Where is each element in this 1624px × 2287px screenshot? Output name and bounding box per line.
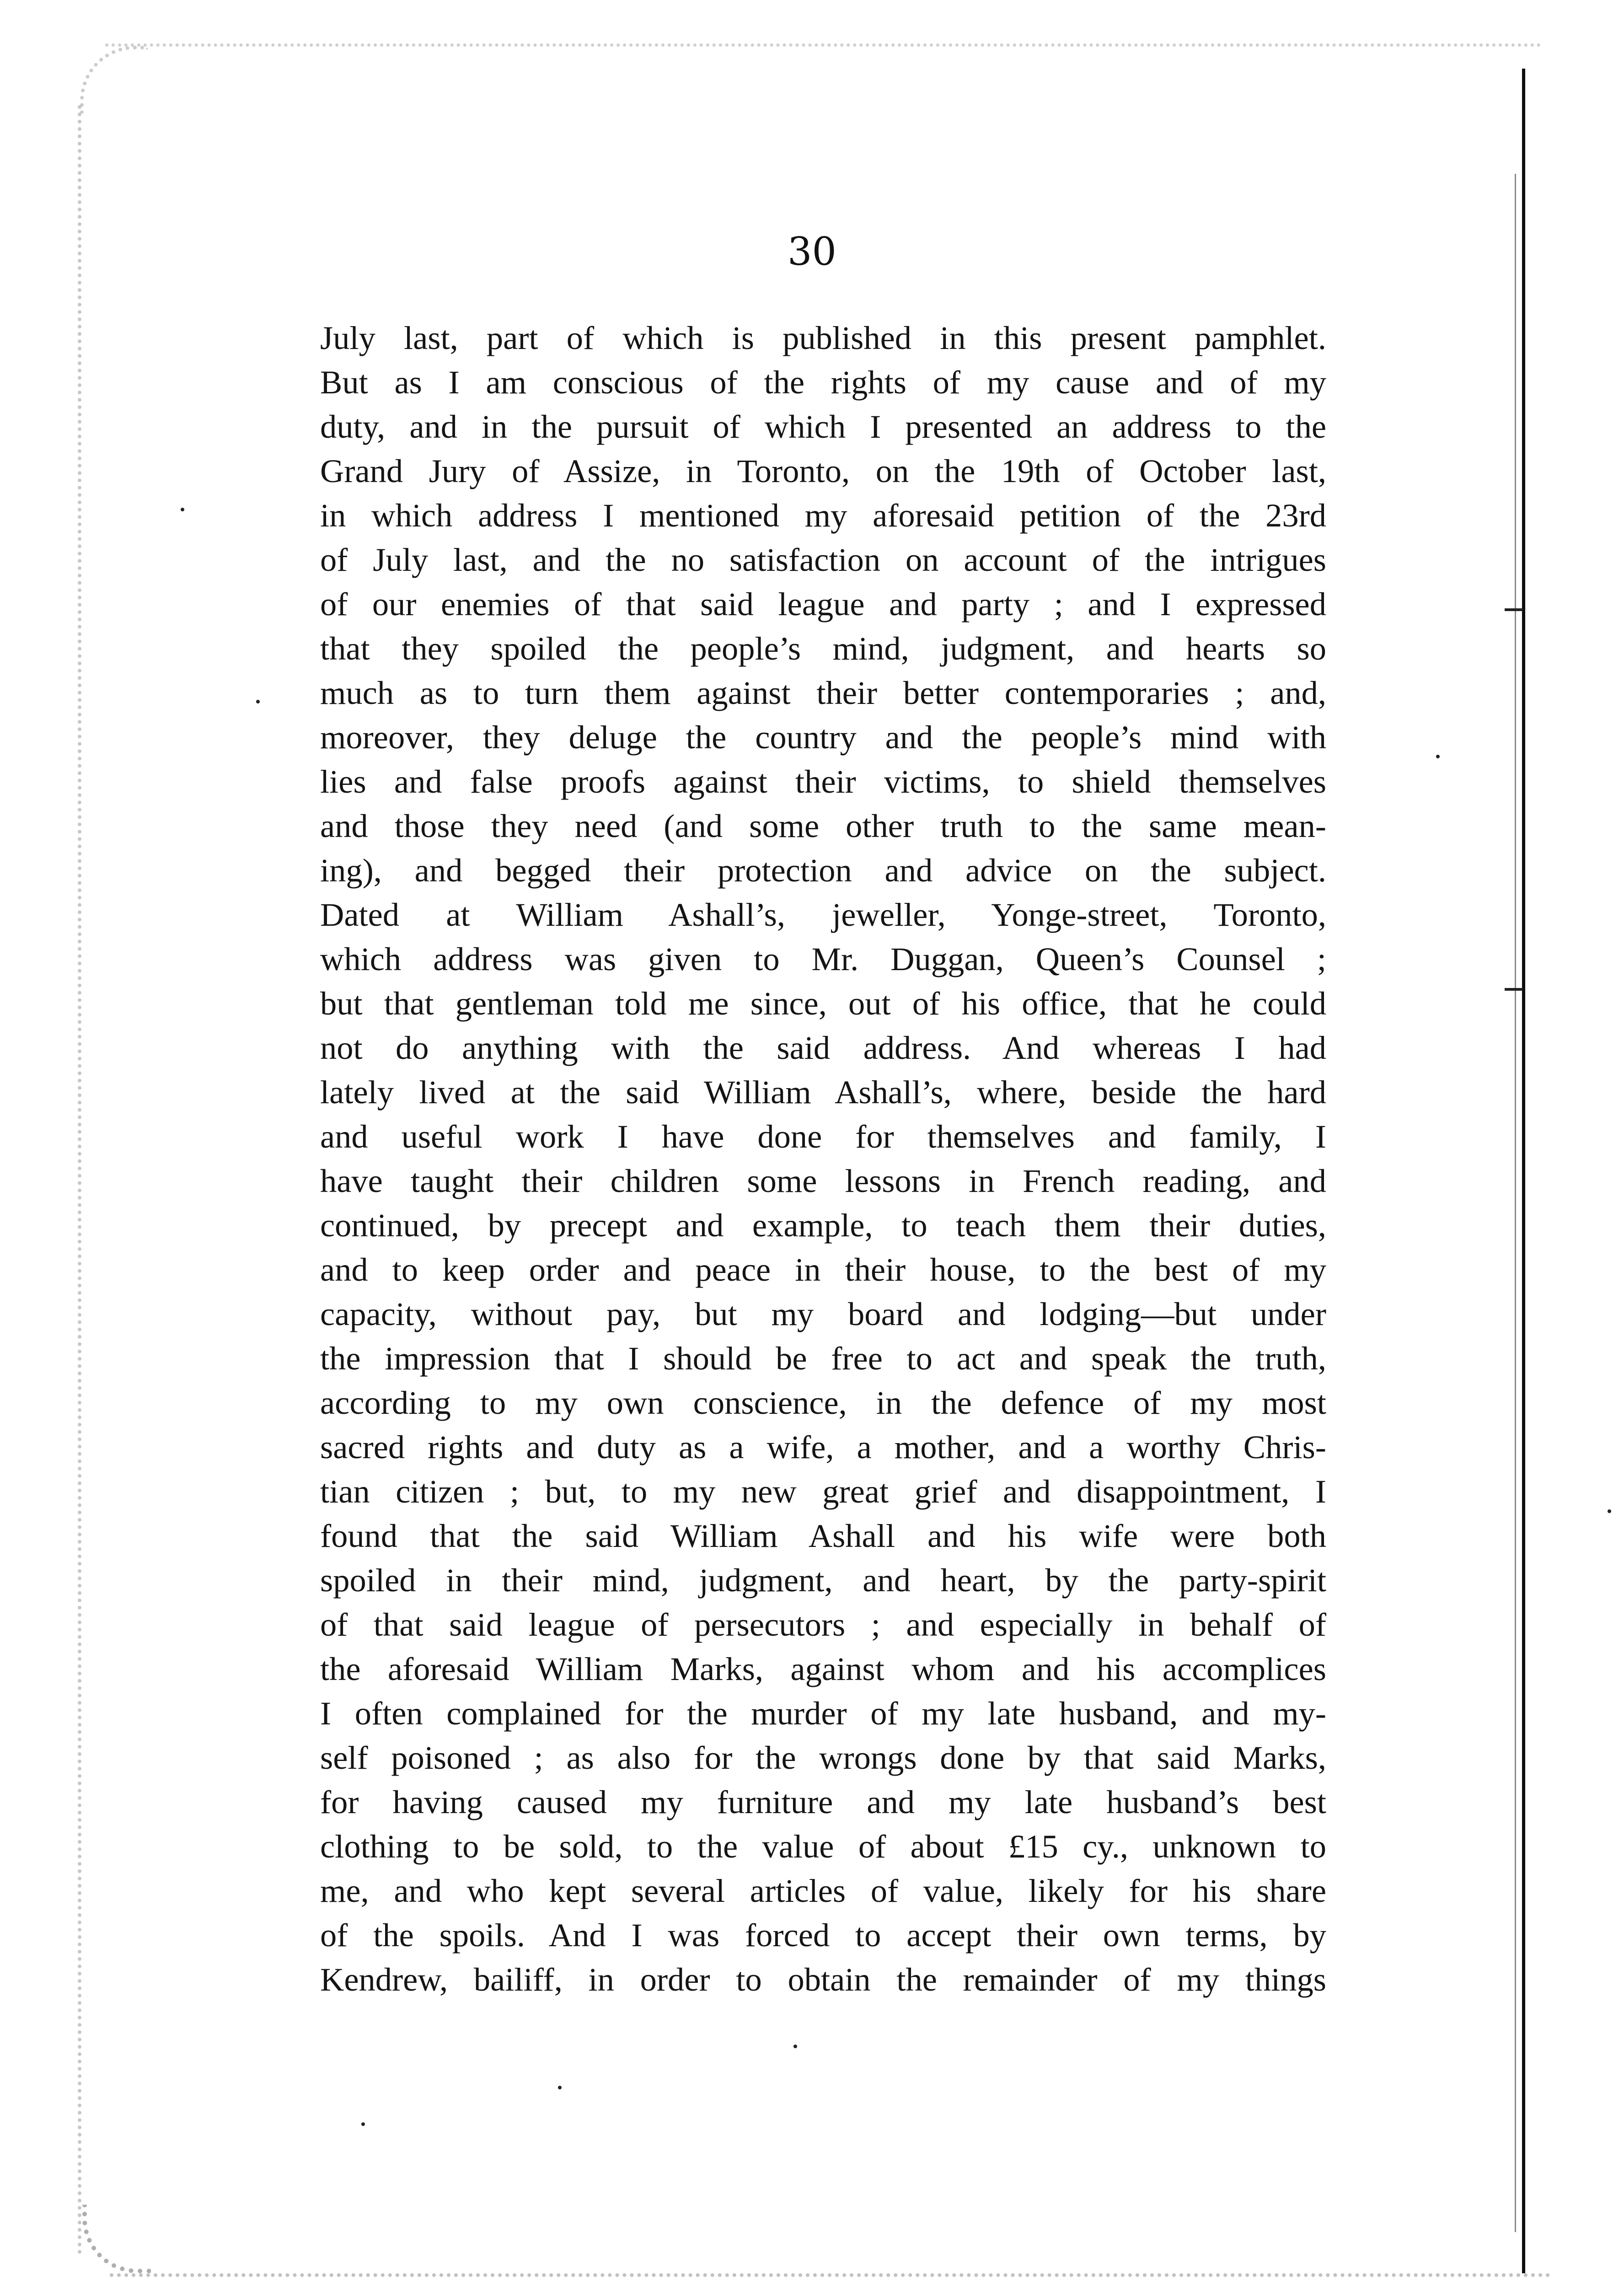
scan-speck [1608, 1509, 1611, 1513]
body-text [320, 316, 1326, 2002]
text-line: July last, part of which is published in this present pamphlet. [320, 319, 1326, 356]
text-line: and those they need (and some other truth to the same mean- [320, 807, 1326, 844]
text-line: Dated at William Ashall’s, jeweller, Yonge-street, Toronto, [320, 896, 1326, 933]
text-line: for having caused my furniture and my late husband’s best [320, 1783, 1326, 1820]
text-line: me, and who kept several articles of value, likely for his share [320, 1872, 1326, 1909]
text-line: of the spoils. And I was forced to accept their own terms, by [320, 1917, 1326, 1954]
page-edge-bottom [110, 2264, 1550, 2277]
text-line: ing), and begged their protection and advice on the subject. [320, 852, 1326, 889]
text-line: of July last, and the no satisfaction on account of the intrigues [320, 541, 1326, 578]
text-line: according to my own conscience, in the defence of my most [320, 1384, 1326, 1421]
text-line: the impression that I should be free to act and speak the truth, [320, 1340, 1326, 1377]
text-line: lies and false proofs against their victims, to shield themselves [320, 763, 1326, 800]
text-line: moreover, they deluge the country and the people’s mind with [320, 719, 1326, 756]
scan-speck [1436, 755, 1440, 758]
text-line: lately lived at the said William Ashall’s, where, beside the hard [320, 1074, 1326, 1111]
scan-speck [361, 2122, 365, 2126]
page-edge-left [78, 105, 109, 2255]
scan-speck [558, 2086, 562, 2089]
text-line: the aforesaid William Marks, against whom and his accomplices [320, 1650, 1326, 1687]
text-line: capacity, without pay, but my board and lodging—but under [320, 1295, 1326, 1332]
text-line: self poisoned ; as also for the wrongs done by that said Marks, [320, 1739, 1326, 1776]
text-line: found that the said William Ashall and his wife were both [320, 1517, 1326, 1554]
text-line: clothing to be sold, to the value of about £15 cy., unknown to [320, 1828, 1326, 1865]
gutter-mark [1505, 608, 1523, 611]
text-line: of that said league of persecutors ; and especially in behalf of [320, 1606, 1326, 1643]
text-line: much as to turn them against their better contemporaries ; and, [320, 674, 1326, 711]
text-line: not do anything with the said address. And whereas I had [320, 1029, 1326, 1066]
page-edge-bottom-left [82, 2205, 151, 2273]
text-line: which address was given to Mr. Duggan, Queen’s Counsel ; [320, 940, 1326, 977]
text-line: Grand Jury of Assize, in Toronto, on the 19th of October last, [320, 452, 1326, 489]
scan-speck [256, 700, 260, 703]
text-line: have taught their children some lessons in French reading, and [320, 1162, 1326, 1199]
text-line: spoiled in their mind, judgment, and heart, by the party-spirit [320, 1562, 1326, 1599]
text-line: and to keep order and peace in their house, to the best of my [320, 1251, 1326, 1288]
scan-speck [793, 2045, 797, 2048]
scan-speck [181, 508, 184, 511]
text-line: duty, and in the pursuit of which I presented an address to the [320, 408, 1326, 445]
page-edge-top-left [80, 46, 148, 113]
text-line: tian citizen ; but, to my new great grief and disappointment, I [320, 1473, 1326, 1510]
text-line: continued, by precept and example, to teach them their duties, [320, 1207, 1326, 1244]
page-number: 30 [788, 229, 836, 274]
text-line: of our enemies of that said league and party ; and I expressed [320, 585, 1326, 623]
text-line: But as I am conscious of the rights of my cause and of my [320, 364, 1326, 401]
text-line: Kendrew, bailiff, in order to obtain the remainder of my things [320, 1961, 1326, 1998]
text-line: in which address I mentioned my aforesaid petition of the 23rd [320, 497, 1326, 534]
text-line: sacred rights and duty as a wife, a mother, and a worthy Chris- [320, 1428, 1326, 1466]
gutter-mark [1505, 988, 1523, 991]
page-edge-top [105, 43, 1541, 56]
text-line: and useful work I have done for themselves and family, I [320, 1118, 1326, 1155]
text-line: but that gentleman told me since, out of his office, that he could [320, 985, 1326, 1022]
binding-gutter-rule [1522, 69, 1525, 2273]
binding-gutter-shadow [1515, 174, 1516, 2232]
text-line: I often complained for the murder of my late husband, and my- [320, 1695, 1326, 1732]
text-line: that they spoiled the people’s mind, judgment, and hearts so [320, 630, 1326, 667]
